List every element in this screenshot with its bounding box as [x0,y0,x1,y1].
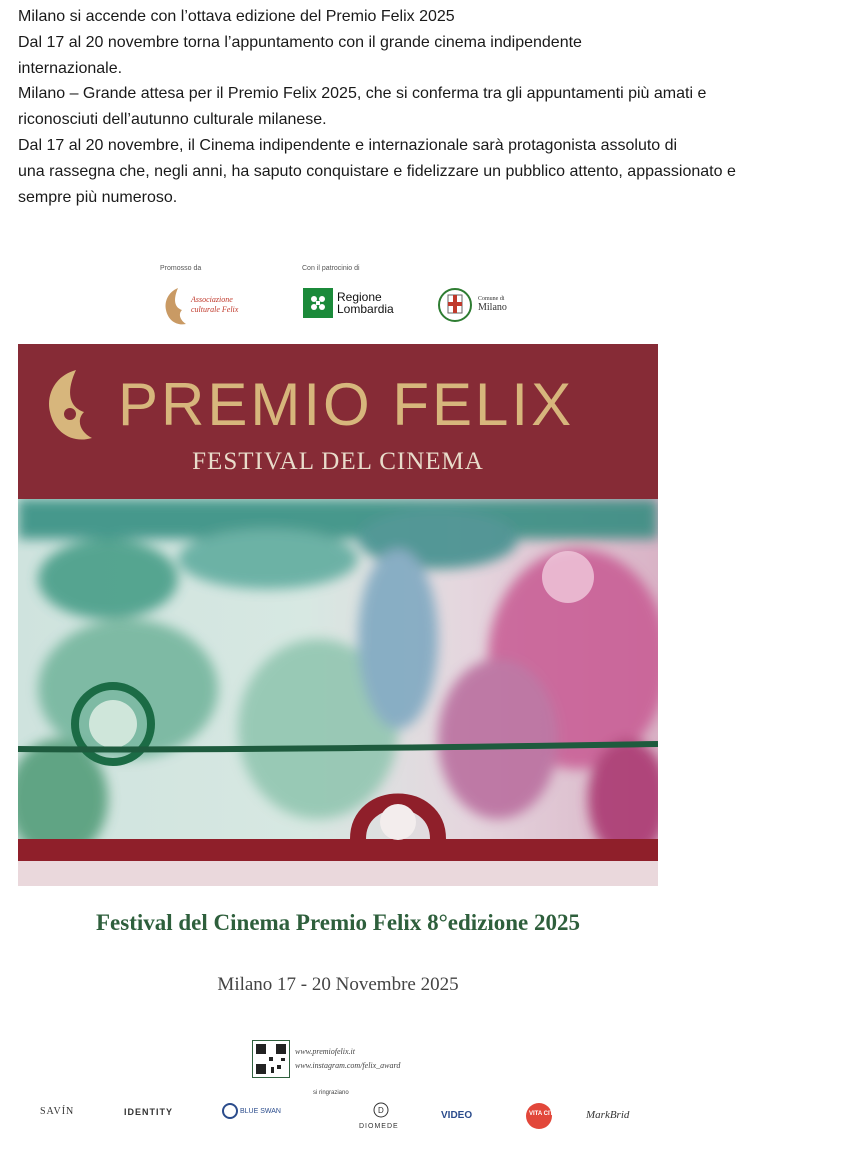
sponsor-diomede: DIOMEDE [359,1123,399,1130]
sponsor-savin: SAVÍN [40,1106,75,1117]
paragraph: Milano – Grande attesa per il Premio Felix 2025, che si conferma tra gli appuntamenti più amati e [18,85,707,103]
paragraph: internazionale. [18,59,123,77]
comune-milano-crest-icon [436,286,474,324]
instagram-link: www.instagram.com/felix_award [295,1061,401,1070]
edition-title: Festival del Cinema Premio Felix 8°edizione 2025 [95,910,581,935]
blue-swan-logo-icon [222,1103,238,1119]
paragraph: una rassegna che, negli anni, ha saputo conquistare e fidelizzare un pubblico attento, appassionato e [18,162,736,180]
poster-links [295,1045,400,1073]
svg-text:D: D [378,1106,384,1115]
sponsor-signature: MarkBrid [586,1109,630,1121]
association-name: Associazione culturale Felix [191,295,239,314]
felix-association-logo-icon [160,286,190,328]
sponsor-blue-swan: BLUE SWAN [240,1108,281,1115]
paragraph: Dal 17 al 20 novembre, il Cinema indipendente e internazionale sarà protagonista assoluto di [18,136,678,154]
headline: Milano si accende con l’ottava edizione del Premio Felix 2025 [18,8,455,25]
website-link: www.premiofelix.it [295,1047,355,1056]
comune-milano-name: Comune di Milano [478,296,507,313]
felix-logo-icon [40,366,98,446]
paragraph: Dal 17 al 20 novembre torna l’appuntamento con il grande cinema indipendente [18,33,582,51]
promoted-by-label: Promosso da [160,265,202,272]
thanks-label: si ringraziano [313,1090,349,1096]
diomede-logo-icon [373,1102,389,1118]
paragraph: riconosciuti dell’autunno culturale milanese. [18,111,327,129]
sponsor-identity: IDENTITY [124,1107,174,1117]
sponsor-video: VIDEO [441,1110,473,1121]
regione-lombardia-logo-icon [303,288,333,318]
festival-dates: Milano 17 - 20 Novembre 2025 [217,974,459,995]
poster-subtitle: FESTIVAL DEL CINEMA [192,448,484,475]
festival-poster [18,250,658,1150]
sponsor-vita-city: VITA CITY [529,1111,558,1117]
poster-banner [18,344,658,499]
patronage-label: Con il patrocinio di [302,265,360,272]
poster-title: PREMIO FELIX [118,371,575,438]
abstract-painting [18,499,658,886]
article-text [18,4,838,210]
regione-lombardia-name: Regione Lombardia [337,290,394,316]
paragraph: sempre più numeroso. [18,188,178,206]
qr-code-icon [252,1040,290,1078]
